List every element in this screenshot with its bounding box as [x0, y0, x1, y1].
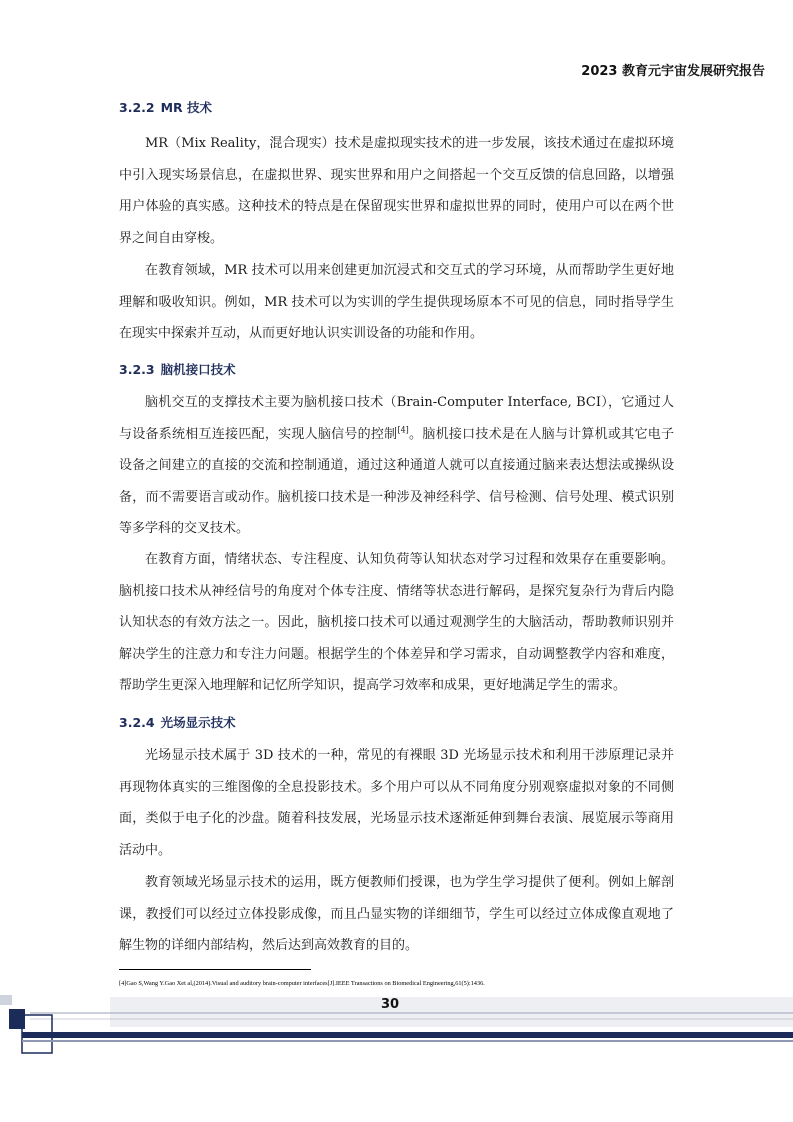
footnote-divider [119, 969, 311, 970]
paragraph: MR（Mix Reality，混合现实）技术是虚拟现实技术的进一步发展，该技术通过在虚拟环境中引入现实场景信息，在虚拟世界、现实世界和用户之间搭起一个交互反馈的信息回路，以增强用户体验的真实感。这种技术的特点是在保留现实世界和虚拟世界的同时，使用户可以在两个世界之间自由穿梭。 [119, 136, 674, 246]
section-title: MR 技术 [160, 100, 213, 115]
page-number: 30 [380, 997, 400, 1012]
footnote [119, 980, 679, 987]
paragraph: 在教育方面，情绪状态、专注程度、认知负荷等认知状态对学习过程和效果存在重要影响。脑机接口技术从神经信号的角度对个体专注度、情绪等状态进行解码，是探究复杂行为背后内隐认知状态的有效方法之一。因此，脑机接口技术可以通过观测学生的大脑活动，帮助教师识别并解决学生的注意力和专注力问题。根据学生的个体差异和学习需求，自动调整教学内容和难度，帮助学生更深入地理解和记忆所学知识，提高学习效率和成果，更好地满足学生的需求。 [119, 552, 674, 694]
section-heading-bci [119, 360, 236, 378]
section-number: 3.2.2 [119, 100, 155, 115]
citation-mark[interactable]: [4] [397, 425, 409, 435]
paragraph-text: 。脑机接口技术是在人脑与计算机或其它电子设备之间建立的直接的交流和控制通道，通过这种通道人就可以直接通过脑来表达想法或操纵设备，而不需要语言或动作。脑机接口技术是一种涉及神经科学、信号检测、信号处理、模式识别等多学科的交叉技术。 [119, 426, 674, 537]
section-number: 3.2.3 [119, 362, 155, 377]
footer-navy-stripe [22, 1032, 793, 1038]
paragraph: 教育领域光场显示技术的运用，既方便教师们授课，也为学生学习提供了便利。例如上解剖课，教授们可以经过立体投影成像，而且凸显实物的详细细节，学生可以经过立体成像直观地了解生物的详细内部结构，然后达到高效教育的目的。 [119, 875, 674, 954]
footnote-mark: [4] [119, 980, 127, 987]
footer-light-block [0, 995, 12, 1005]
section-heading-lightfield [119, 713, 236, 731]
paragraph [119, 387, 674, 545]
section-number: 3.2.4 [119, 715, 155, 730]
section-title: 光场显示技术 [160, 715, 236, 730]
paragraph: 在教育领域，MR 技术可以用来创建更加沉浸式和交互式的学习环境，从而帮助学生更好地理解和吸收知识。例如，MR 技术可以为实训的学生提供现场原本不可见的信息，同时指导学生在现实中探索并互动，从而更好地认识实训设备的功能和作用。 [119, 263, 674, 342]
section-title: 脑机接口技术 [160, 362, 236, 377]
running-header-title: 2023 教育元宇宙发展研究报告 [581, 64, 765, 79]
paragraph-text: 脑机交互的支撑技术主要为脑机接口技术（Brain-Computer Interface, BCI），它通过人与设备系统相互连接匹配，实现人脑信号的控制 [119, 395, 674, 442]
section-heading-mr [119, 98, 212, 116]
footer-grey-stripe [22, 1040, 793, 1042]
footer-watermark-band [110, 997, 793, 1027]
paragraph: 光场显示技术属于 3D 技术的一种，常见的有裸眼 3D 光场显示技术和利用干涉原理记录并再现物体真实的三维图像的全息投影技术。多个用户可以从不同角度分别观察虚拟对象的不同侧面，类似于电子化的沙盘。随着科技发展，光场显示技术逐渐延伸到舞台表演、展览展示等商用活动中。 [119, 748, 674, 858]
footnote-text: Gao S,Wang Y.Gao Xet al,(2014).Visual and auditory brain-computer interfaces[J].IEEE Transactions on Biomedical Engineering,61(5):1436. [126, 980, 485, 987]
